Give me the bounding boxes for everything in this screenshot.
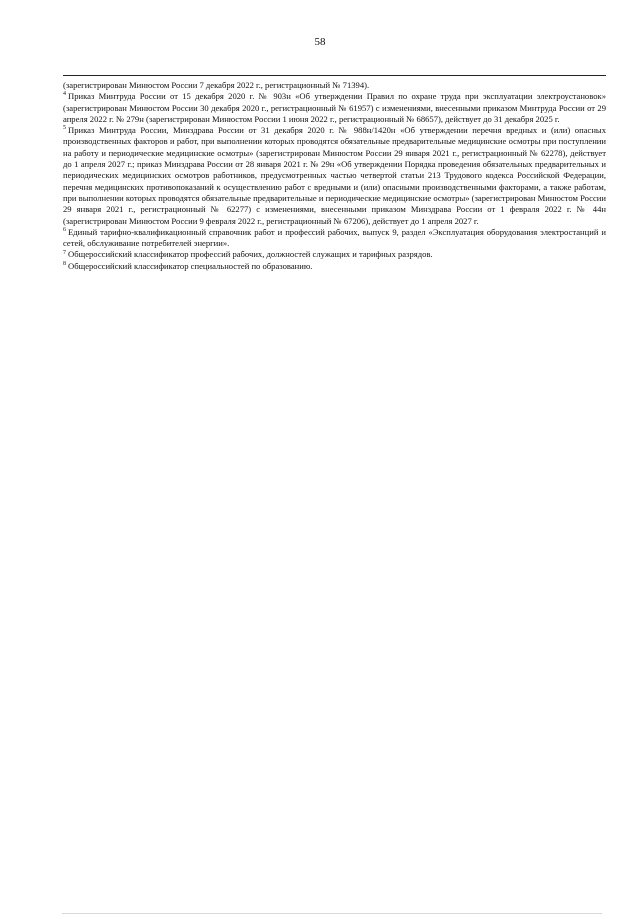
scan-edge-line <box>62 913 602 914</box>
footnote-mark: 8 <box>63 260 66 267</box>
footnote-6 <box>63 227 606 250</box>
footnote-text: Общероссийский классификатор специальностей по образованию. <box>68 260 313 271</box>
footnote-text: Общероссийский классификатор профессий рабочих, должностей служащих и тарифных разрядов. <box>68 249 433 260</box>
footnotes <box>63 80 606 272</box>
footnote-text: Приказ Минтруда России от 15 декабря 2020 г. № 903н «Об утверждении Правил по охране труда при эксплуатации электроустановок» (зарегистрирован Минюстом России 30 декабря 2020 г., регистрационный № 61957) с изменениями, внесенными приказом Минтруда России от 29 апреля 2022 г. № 279н (зарегистрирован Минюстом России 1 июня 2022 г., регистрационный № 68657), действует до 31 декабря 2025 г. <box>63 91 606 124</box>
footnote-mark: 4 <box>63 91 66 98</box>
footnote-mark: 5 <box>63 125 66 132</box>
footnote-5 <box>63 125 606 227</box>
footnote-text: Единый тарифно-квалификационный справочник работ и профессий рабочих, выпуск 9, раздел «Эксплуатация оборудования электростанций и сетей, обслуживание потребителей энергии». <box>63 226 606 249</box>
footnote-continuation <box>63 80 606 91</box>
footnote-mark: 6 <box>63 227 66 233</box>
footnote-separator <box>63 75 606 76</box>
footnote-mark: 7 <box>63 249 66 256</box>
footnote-text: Приказ Минтруда России, Минздрава России от 31 декабря 2020 г. № 988н/1420н «Об утверждении перечня вредных и (или) опасных производственных факторов и работ, при выполнении которых проводятся обязательные предварительные медицинские осмотры при поступлении на работу и периодические медицинские осмотры» (зарегистрирован Минюстом России 29 января 2021 г., регистрационный № 62278), действует до 1 апреля 2027 г.; приказ Минздрава России от 28 января 2021 г. № 29н «Об утверждении Порядка проведения обязательных предварительных и периодических медицинских осмотров работников, предусмотренных частью четвертой статьи 213 Трудового кодекса Российской Федерации, перечня медицинских противопоказаний к осуществлению работ с вредными и (или) опасными производственными факторами, а также работам, при выполнении которых проводятся обязательные предварительные и периодические медицинские осмотры» (зарегистрирован Минюстом России 29 января 2021 г., регистрационный № 62277) с изменениями, внесенными приказом Минздрава России от 1 февраля 2022 г. № 44н (зарегистрирован Минюстом России 9 февраля 2022 г., регистрационный № 67206), действует до 1 апреля 2027 г. <box>63 125 606 226</box>
page-number: 58 <box>314 36 326 48</box>
footnote-4 <box>63 91 606 125</box>
footnote-8 <box>63 261 606 272</box>
footnote-7 <box>63 249 606 260</box>
footnote-text: (зарегистрирован Минюстом России 7 декабря 2022 г., регистрационный № 71394). <box>63 80 370 90</box>
